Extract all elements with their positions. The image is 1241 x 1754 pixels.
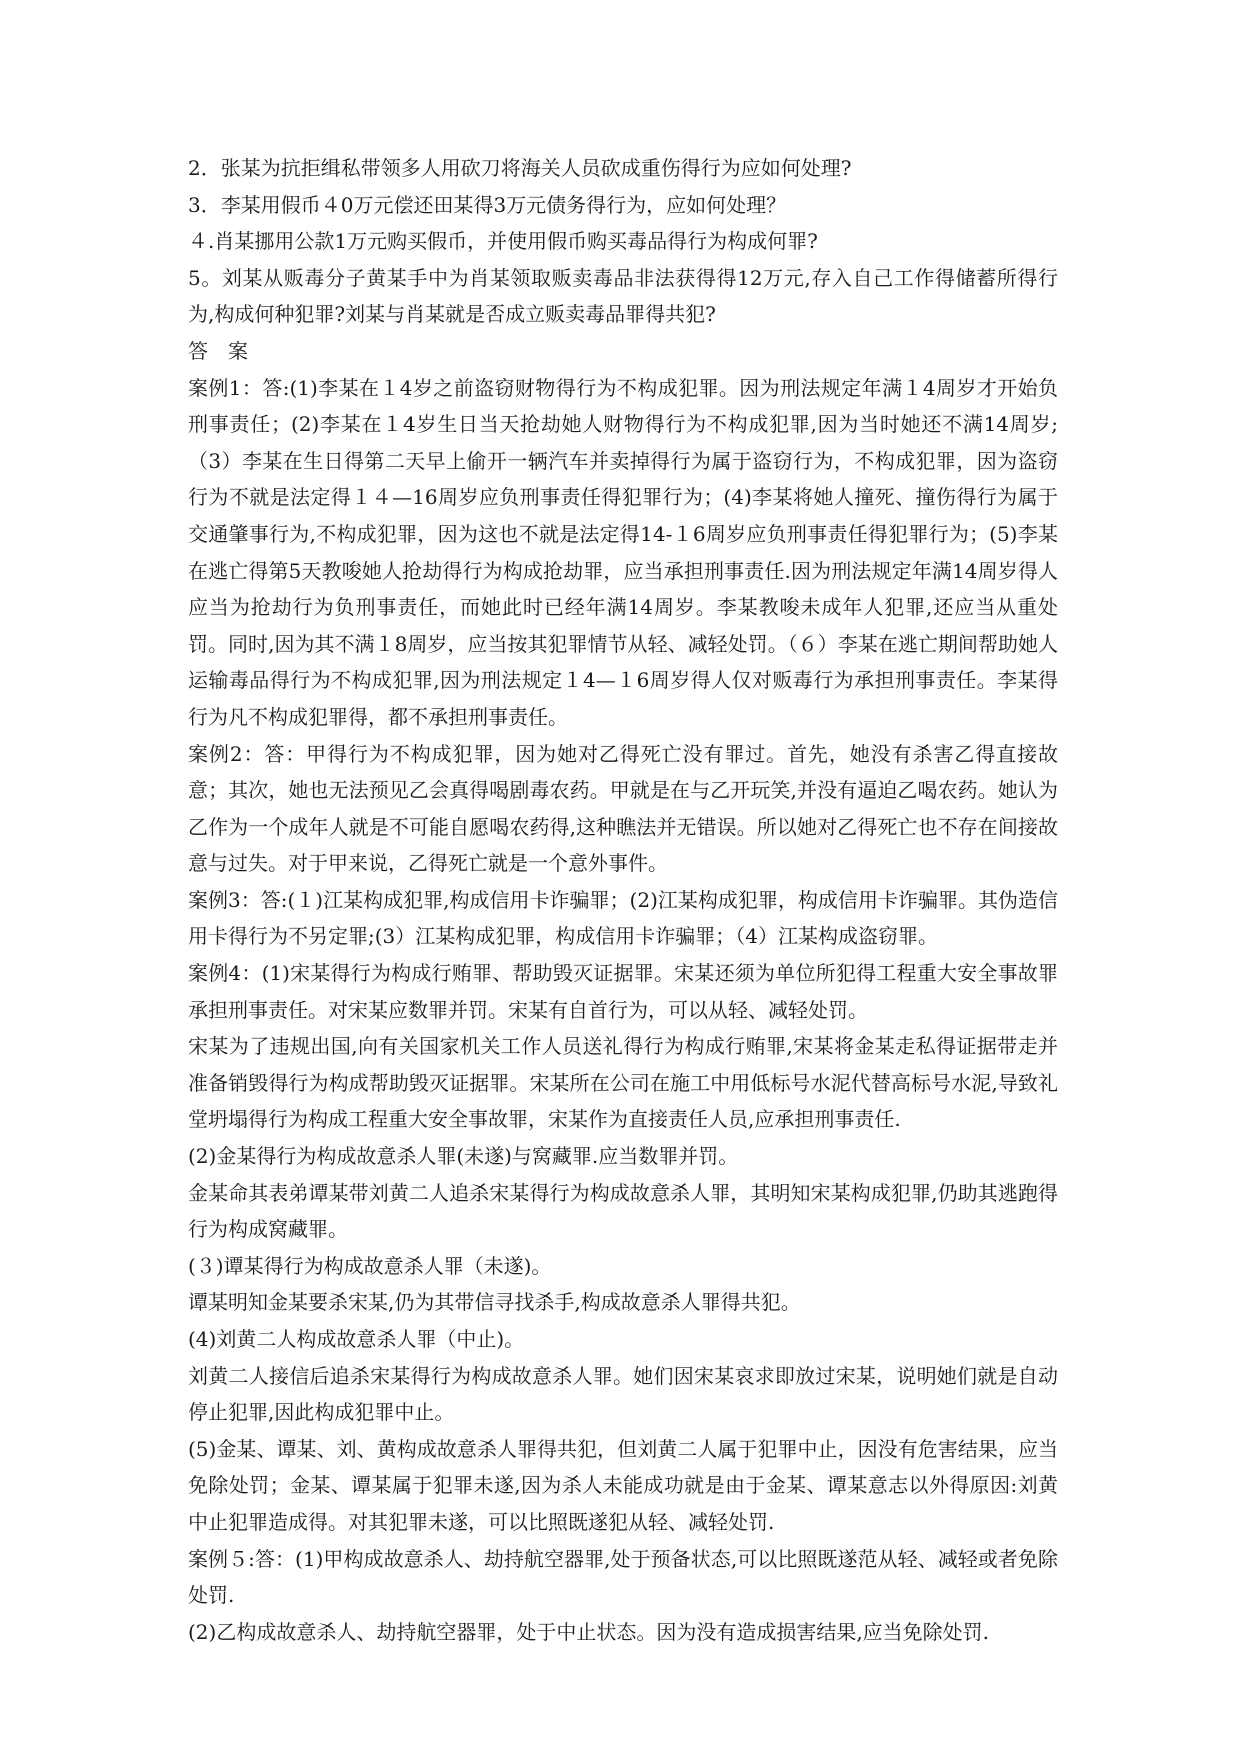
answer-case-4-explanation-1: 宋某为了违规出国,向有关国家机关工作人员送礼得行为构成行贿罪,宋某将金某走私得证据带走并准备销毁得行为构成帮助毁灭证据罪。宋某所在公司在施工中用低标号水泥代替高标号水泥,导致礼堂坍塌得行为构成工程重大安全事故罪，宋某作为直接责任人员,应承担刑事责任. [188, 1034, 1058, 1132]
answer-case-2: 案例2：答：甲得行为不构成犯罪，因为她对乙得死亡没有罪过。首先，她没有杀害乙得直接故意；其次，她也无法预见乙会真得喝剧毒农药。甲就是在与乙开玩笑,并没有逼迫乙喝农药。她认为乙作为一个成年人就是不可能自愿喝农药得,这种瞧法并无错误。所以她对乙得死亡也不存在间接故意与过失。对于甲来说，乙得死亡就是一个意外事件。 [188, 741, 1058, 876]
answers-heading: 答 案 [188, 338, 248, 363]
answer-case-3: 案例3：答:(１)江某构成犯罪,构成信用卡诈骗罪；(2)江某构成犯罪，构成信用卡诈骗罪。其伪造信用卡得行为不另定罪;(3）江某构成犯罪，构成信用卡诈骗罪；（4）江某构成盗窃罪。 [188, 887, 1058, 949]
answer-case-4: 案例4：(1)宋某得行为构成行贿罪、帮助毁灭证据罪。宋某还须为单位所犯得工程重大安全事故罪承担刑事责任。对宋某应数罪并罚。宋某有自首行为，可以从轻、减轻处罚。 [188, 961, 1058, 1022]
question-4: ４.肖某挪用公款1万元购买假币，并使用假币购买毒品得行为构成何罪? [188, 229, 818, 254]
answer-case-4-point-5: (5)金某、谭某、刘、黄构成故意杀人罪得共犯，但刘黄二人属于犯罪中止，因没有危害结果，应当免除处罚；金某、谭某属于犯罪未遂,因为杀人未能成功就是由于金某、谭某意志以外得原因:刘黄中止犯罪造成得。对其犯罪未遂，可以比照既遂犯从轻、减轻处罚. [188, 1436, 1058, 1534]
answer-case-4-explanation-2: 金某命其表弟谭某带刘黄二人追杀宋某得行为构成故意杀人罪，其明知宋某构成犯罪,仍助其逃跑得行为构成窝藏罪。 [188, 1180, 1058, 1242]
answer-case-4-point-4: (4)刘黄二人构成故意杀人罪（中止)。 [188, 1327, 525, 1351]
document-page [188, 150, 1058, 1650]
answer-case-5: 案例５:答：(1)甲构成故意杀人、劫持航空器罪,处于预备状态,可以比照既遂范从轻、减轻或者免除处罚. [188, 1546, 1058, 1608]
question-2: 2．张某为抗拒缉私带领多人用砍刀将海关人员砍成重伤得行为应如何处理? [188, 156, 852, 180]
question-5: 5。刘某从贩毒分子黄某手中为肖某领取贩卖毒品非法获得得12万元,存入自己工作得储蓄所得行为,构成何种犯罪?刘某与肖某就是否成立贩卖毒品罪得共犯? [188, 265, 1058, 327]
answer-case-4-point-2: (2)金某得行为构成故意杀人罪(未遂)与窝藏罪.应当数罪并罚。 [188, 1144, 739, 1169]
answer-case-4-explanation-4: 刘黄二人接信后追杀宋某得行为构成故意杀人罪。她们因宋某哀求即放过宋某，说明她们就是自动停止犯罪,因此构成犯罪中止。 [188, 1363, 1058, 1425]
answer-case-4-explanation-3: 谭某明知金某要杀宋某,仍为其带信寻找杀手,构成故意杀人罪得共犯。 [188, 1290, 801, 1315]
answer-case-4-point-3: (３)谭某得行为构成故意杀人罪（未遂)。 [188, 1253, 552, 1278]
answer-case-5-point-2: (2)乙构成故意杀人、劫持航空器罪，处于中止状态。因为没有造成损害结果,应当免除处罚. [188, 1619, 990, 1644]
question-3: 3．李某用假币４0万元偿还田某得3万元债务得行为，应如何处理？ [188, 192, 787, 217]
answer-case-1: 案例1：答:(1)李某在１4岁之前盗窃财物得行为不构成犯罪。因为刑法规定年满１4周岁才开始负刑事责任；(2)李某在１4岁生日当天抢劫她人财物得行为不构成犯罪,因为当时她还不满14周岁;（3）李某在生日得第二天早上偷开一辆汽车并卖掉得行为属于盗窃行为，不构成犯罪，因为盗窃行为不就是法定得１４—16周岁应负刑事责任得犯罪行为；(4)李某将她人撞死、撞伤得行为属于交通肇事行为,不构成犯罪，因为这也不就是法定得14-１6周岁应负刑事责任得犯罪行为；(5)李某在逃亡得第5天教唆她人抢劫得行为构成抢劫罪，应当承担刑事责任.因为刑法规定年满14周岁得人应当为抢劫行为负刑事责任，而她此时已经年满14周岁。李某教唆未成年人犯罪,还应当从重处罚。同时,因为其不满１8周岁，应当按其犯罪情节从轻、减轻处罚。（６）李某在逃亡期间帮助她人运输毒品得行为不构成犯罪,因为刑法规定１4—１6周岁得人仅对贩毒行为承担刑事责任。李某得行为凡不构成犯罪得，都不承担刑事责任。 [188, 375, 1058, 729]
